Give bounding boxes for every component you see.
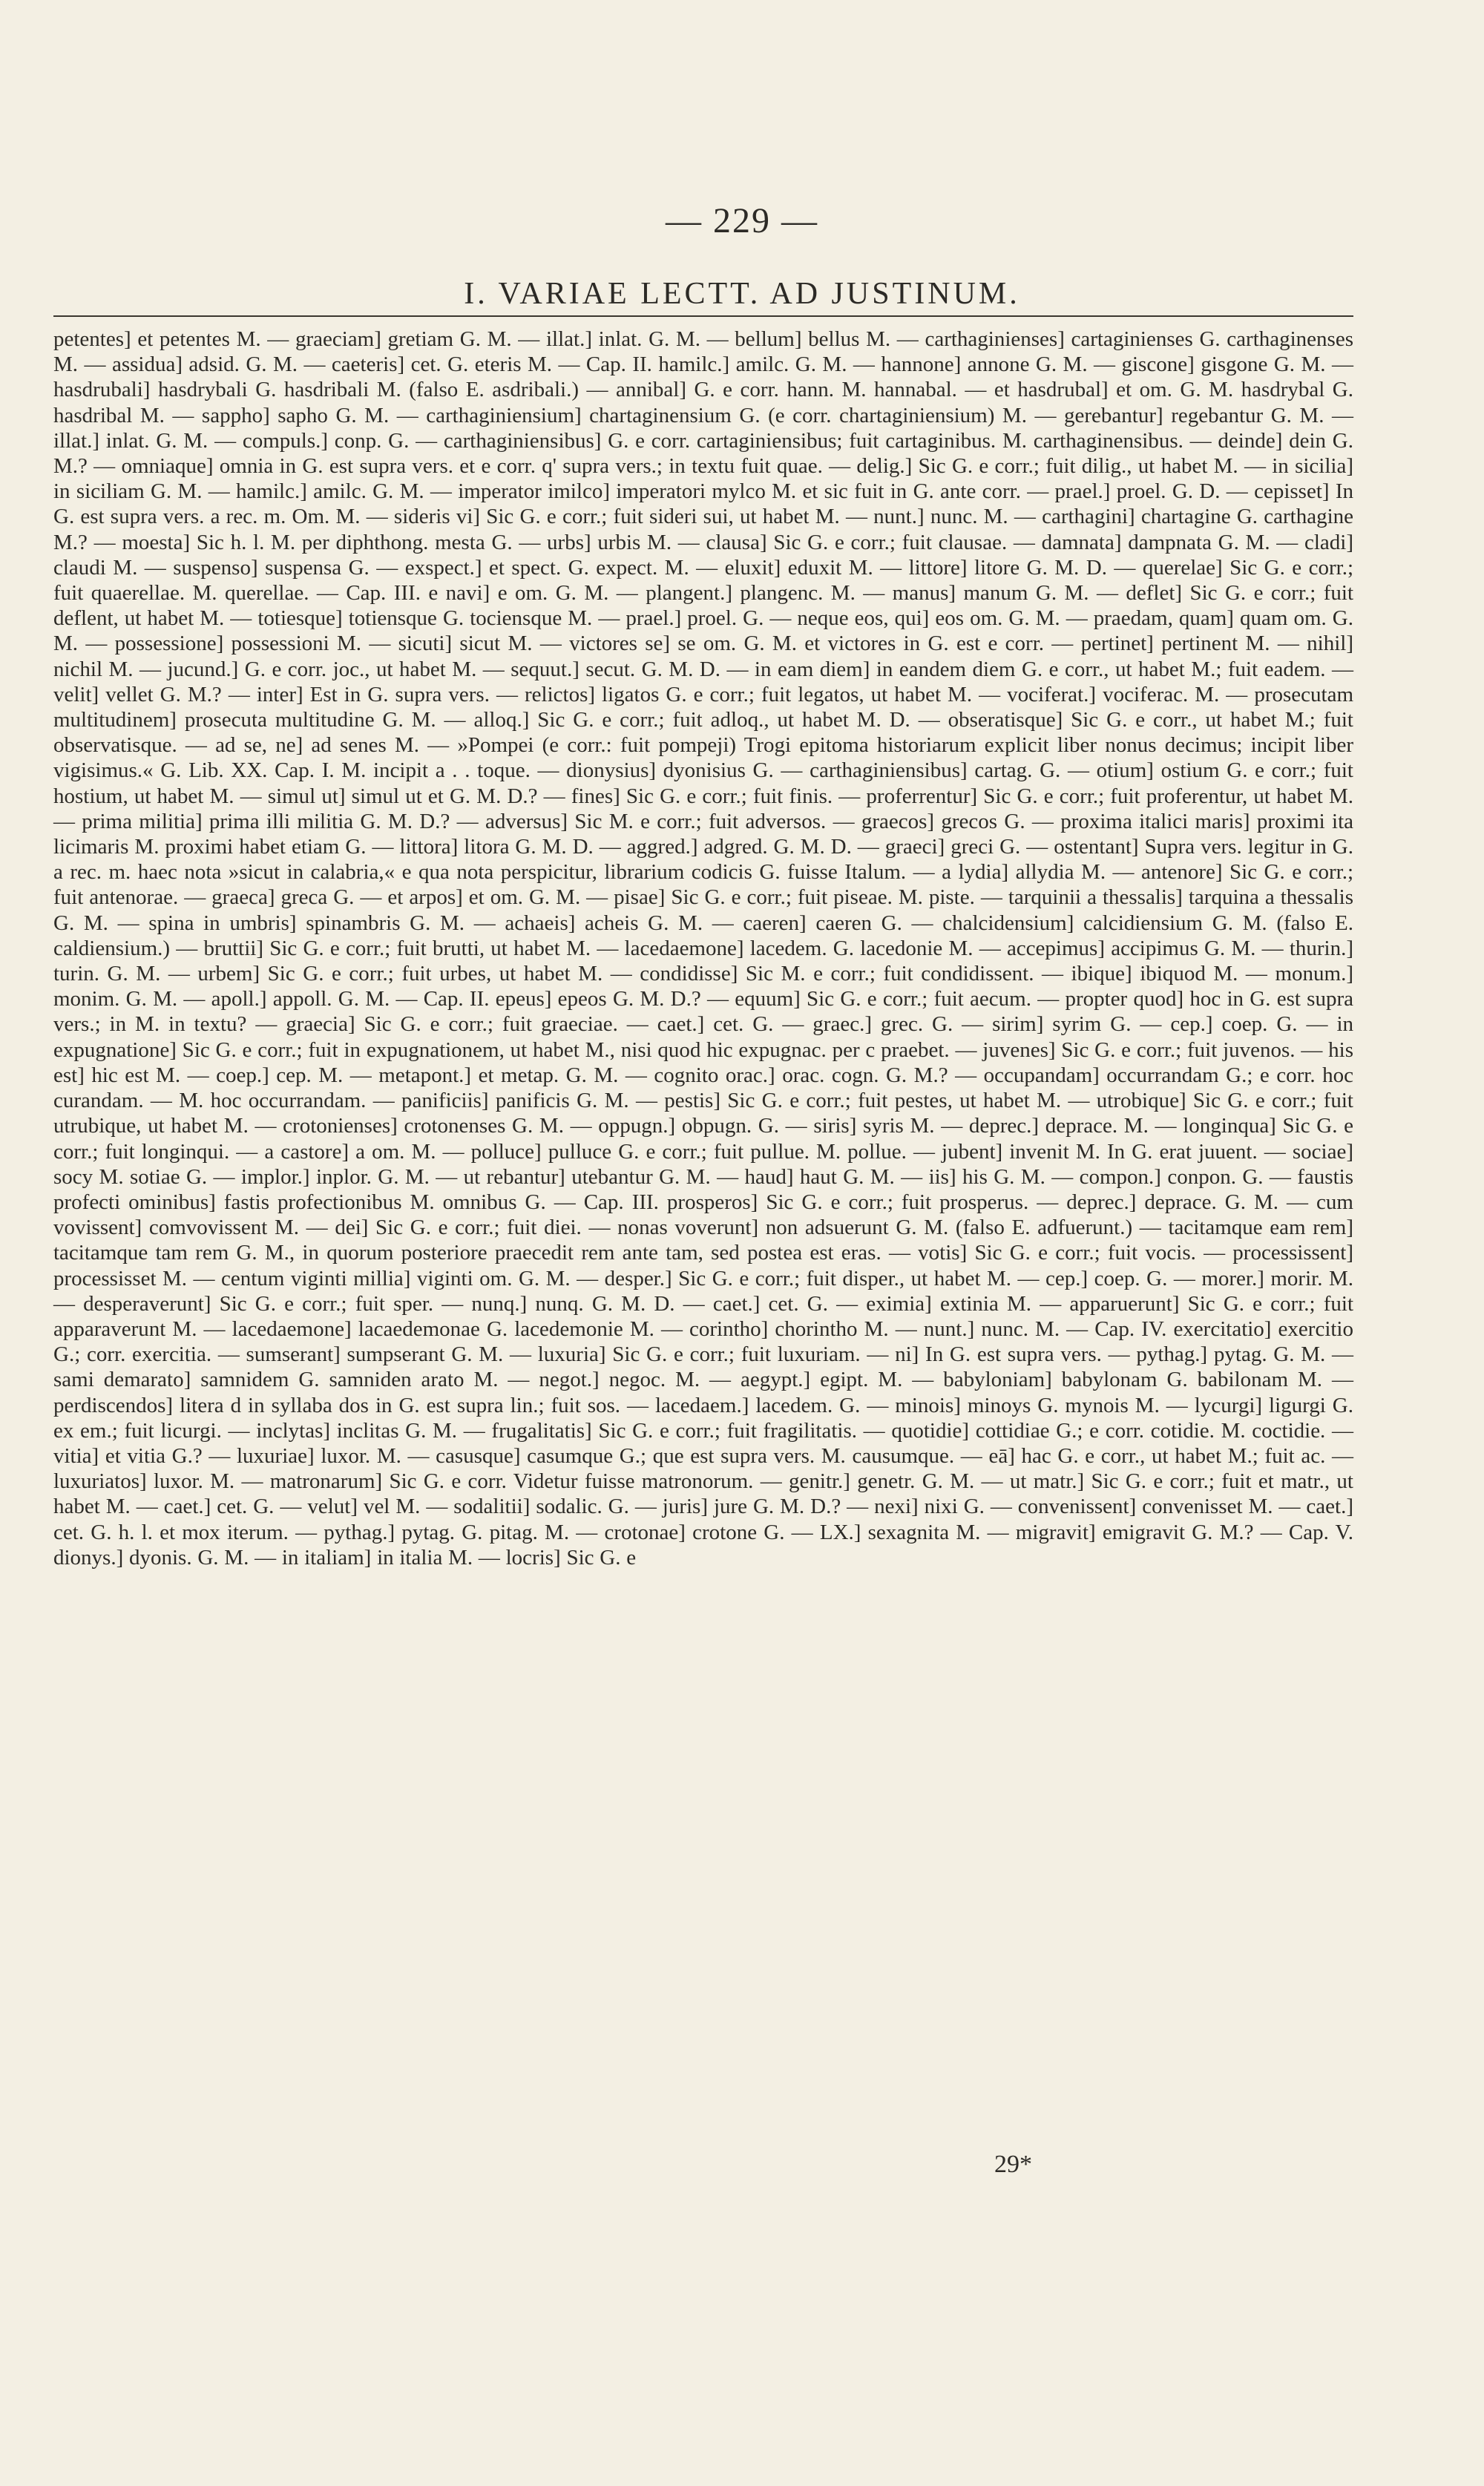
page-number: — 229 —: [666, 201, 818, 240]
apparatus-paragraph: petentes] et petentes M. — graeciam] gretiam G. M. — illat.] inlat. G. M. — bellum] bellus M. — carthaginienses] cartaginienses G. carthaginenses M. — assidua] adsid. G. M. — caeteris] cet. G. eteris M. — Cap. II. hamilc.] amilc. G. M. — hannone] annone G. M. — giscone] gisgone G. M. — hasdrubali] hasdrybali G. hasdribali M. (falso E. asdribali.) — annibal] G. e corr. hann. M. hannabal. — et hasdrubal] et om. G. M. hasdrybal G. hasdribal M. — sappho] sapho G. M. — carthaginiensium] chartaginensium G. (e corr. chartaginiensium) M. — gerebantur] regebantur G. M. — illat.] inlat. G. M. — compuls.] conp. G. — carthaginiensibus] G. e corr. cartaginiensibus; fuit cartaginibus. M. carthaginensibus. — deinde] dein G. M.? — omniaque] omnia in G. est supra vers. et e corr. q' supra vers.; in textu fuit quae. — delig.] Sic G. e corr.; fuit dilig., ut habet M. — in sicilia] in siciliam G. M. — hamilc.] amilc. G. M. — imperator imilco] imperatori mylco M. et sic fuit in G. ante corr. — prael.] proel. G. D. — cepisset] In G. est supra vers. a rec. m. Om. M. — sideris vi] Sic G. e corr.; fuit sideri sui, ut habet M. — nunt.] nunc. M. — carthagini] chartagine G. carthagine M.? — moesta] Sic h. l. M. per diphthong. mesta G. — urbs] urbis M. — clausa] Sic G. e corr.; fuit clausae. — damnata] dampnata G. M. — cladi] claudi M. — suspenso] suspensa G. — exspect.] et spect. G. expect. M. — eluxit] eduxit M. — littore] litore G. M. D. — querelae] Sic G. e corr.; fuit quaerellae. M. querellae. — Cap. III. e navi] e om. G. M. — plangent.] plangenc. M. — manus] manum G. M. — deflet] Sic G. e corr.; fuit deflent, ut habet M. — totiesque] totiensque G. tociensque M. — prael.] proel. G. — neque eos, qui] eos om. G. M. — praedam, quam] quam om. G. M. — possessione] possessioni M. — sicuti] sicut M. — victores se] se om. G. M. et victores in G. est e corr. — pertinet] pertinent M. — nihil] nichil M. — jucund.] G. e corr. joc., ut habet M. — sequut.] secut. G. M. D. — in eam diem] in eandem diem G. e corr., ut habet M.; fuit eadem. — velit] vellet G. M.? — inter] Est in G. supra vers. — relictos] ligatos G. e corr.; fuit legatos, ut habet M. — vociferat.] vociferac. M. — prosecutam multitudinem] prosecuta multitudine G. M. — alloq.] Sic G. e corr.; fuit adloq., ut habet M. D. — obseratisque] Sic G. e corr., ut habet M.; fuit observatisque. — ad se, ne] ad senes M. — »Pompei (e corr.: fuit pompeji) Trogi epitoma historiarum explicit liber nonus decimus; incipit liber vigisimus.« G. Lib. XX. Cap. I. M. incipit a . . toque. — dionysius] dyonisius G. — carthaginiensibus] cartag. G. — otium] ostium G. e corr.; fuit hostium, ut habet M. — simul ut] simul ut et G. M. D.? — fines] Sic G. e corr.; fuit finis. — proferrentur] Sic G. e corr.; fuit proferentur, ut habet M. — prima militia] prima illi militia G. M. D.? — adversus] Sic M. e corr.; fuit adversos. — graecos] grecos G. — proxima italici maris] proximi ita licimaris M. proximi habet etiam G. — littora] litora G. M. D. — aggred.] adgred. G. M. D. — graeci] greci G. — ostentant] Supra vers. legitur in G. a rec. m. haec nota »sicut in calabria,« e qua nota perspicitur, librarium codicis G. fuisse Italum. — a lydia] allydia M. — antenore] Sic G. e corr.; fuit antenorae. — graeca] greca G. — et arpos] et om. G. M. — pisae] Sic G. e corr.; fuit piseae. M. piste. — tarquinii a thessalis] tarquina a thessalis G. M. — spina in umbris] spinambris G. M. — achaeis] acheis G. M. — caeren] caeren G. — chalcidensium] calcidiensium G. M. (falso E. caldiensium.) — bruttii] Sic G. e corr.; fuit brutti, ut habet M. — lacedaemone] lacedem. G. lacedonie M. — accepimus] accipimus G. M. — thurin.] turin. G. M. — urbem] Sic G. e corr.; fuit urbes, ut habet M. — condidisse] Sic M. e corr.; fuit condidissent. — ibique] ibiquod M. — monum.] monim. G. M. — apoll.] appoll. G. M. — Cap. II. epeus] epeos G. M. D.? — equum] Sic G. e corr.; fuit aecum. — propter quod] hoc in G. est supra vers.; in M. in textu? — graecia] Sic G. e corr.; fuit graeciae. — caet.] cet. G. — graec.] grec. G. — sirim] syrim G. — cep.] coep. G. — in expugnatione] Sic G. e corr.; fuit in expugnationem, ut habet M., nisi quod hic expugnac. per c praebet. — juvenes] Sic G. e corr.; fuit juvenos. — his est] hic est M. — coep.] cep. M. — metapont.] et metap. G. M. — cognito orac.] orac. cogn. G. M.? — occupandam] occurrandam G.; e corr. hoc curandam. — M. hoc occurrandam. — panificiis] panificis G. M. — pestis] Sic G. e corr.; fuit pestes, ut habet M. — utrobique] Sic G. e corr.; fuit utrubique, ut habet M. — crotonienses] crotonenses G. M. — oppugn.] obpugn. G. — siris] syris M. — deprec.] deprace. M. — longinqua] Sic G. e corr.; fuit longinqui. — a castore] a om. M. — polluce] pulluce G. e corr.; fuit pullue. M. pollue. — jubent] invenit M. In G. erat juuent. — sociae] socy M. sotiae G. — implor.] inplor. G. M. — ut rebantur] utebantur G. M. — haud] haut G. M. — iis] his G. M. — compon.] conpon. G. — faustis profecti ominibus] fastis profectionibus M. omnibus G. — Cap. III. prosperos] Sic G. e corr.; fuit prosperus. — deprec.] deprace. G. M. — cum vovissent] comvovissent M. — dei] Sic G. e corr.; fuit diei. — nonas voverunt] non adsuerunt G. M. (falso E. adfuerunt.) — tacitamque eam rem] tacitamque tam rem G. M., in quorum posteriore praecedit rem ante tam, sed postea est eras. — votis] Sic G. e corr.; fuit vocis. — processissent] processisset M. — centum viginti millia] viginti om. G. M. — desper.] Sic G. e corr.; fuit disper., ut habet M. — cep.] coep. G. — morer.] morir. M. — desperaverunt] Sic G. e corr.; fuit sper. — nunq.] nunq. G. M. D. — caet.] cet. G. — eximia] extinia M. — apparuerunt] Sic G. e corr.; fuit apparaverunt M. — lacedaemone] lacaedemonae G. lacedemonie M. — corintho] chorintho M. — nunt.] nunc. M. — Cap. IV. exercitatio] exercitio G.; corr. exercitia. — sumserant] sumpserant G. M. — luxuria] Sic G. e corr.; fuit luxuriam. — ni] In G. est supra vers. — pythag.] pytag. G. M. — sami demarato] samnidem G. samniden arato M. — negot.] negoc. M. — aegypt.] egipt. M. — babyloniam] babylonam G. babilonam M. — perdiscendos] litera d in syllaba dos in G. est supra lin.; fuit sos. — lacedaem.] lacedem. G. — minois] minoys G. mynois M. — lycurgi] ligurgi G. ex em.; fuit licurgi. — inclytas] inclitas G. M. — frugalitatis] Sic G. e corr.; fuit fragilitatis. — quotidie] cottidiae G.; e corr. cotidie. M. coctidie. — vitia] et vitia G.? — luxuriae] luxor. M. — casusque] casumque G.; que est supra vers. M. causumque. — eā] hac G. e corr., ut habet M.; fuit ac. — luxuriatos] luxor. M. — matronarum] Sic G. e corr. Videtur fuisse matronorum. — genitr.] genetr. G. M. — ut matr.] Sic G. e corr.; fuit et matr., ut habet M. — caet.] cet. G. — velut] vel M. — sodalitii] sodalic. G. — juris] jure G. M. D.? — nexi] nixi G. — convenissent] convenisset M. — caet.] cet. G. h. l. et mox iterum. — pythag.] pytag. G. pitag. M. — crotonae] crotone G. — LX.] sexagnita M. — migravit] emigravit G. M.? — Cap. V. dionys.] dyonis. G. M. — in italiam] in italia M. — locris] Sic G. e: [53, 327, 1353, 1570]
signature-mark: 29*: [994, 2151, 1032, 2178]
header-rule: [53, 315, 1353, 317]
body-text: [53, 327, 1353, 1570]
running-head: I. VARIAE LECTT. AD JUSTINUM.: [464, 277, 1020, 311]
